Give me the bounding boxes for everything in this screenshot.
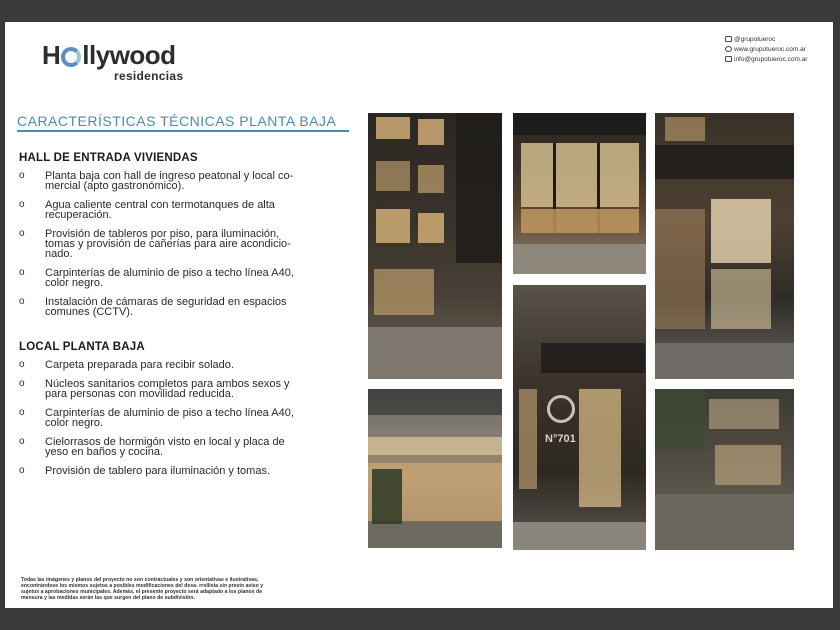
- contact-info: [725, 34, 825, 64]
- section-hall-entrada: [19, 152, 359, 326]
- photo-main-entrance: [513, 285, 646, 550]
- contact-email-text: info@grupotueroc.com.ar: [734, 55, 808, 63]
- bullet-marker: o: [19, 296, 25, 307]
- contact-instagram[interactable]: [725, 34, 825, 44]
- feature-text-line: nado.: [45, 248, 73, 260]
- feature-item: [19, 200, 359, 220]
- brochure-page: [5, 22, 833, 608]
- contact-instagram-text: @grupotueroc: [734, 35, 776, 43]
- feature-text-line: color negro.: [45, 417, 104, 429]
- building-logo-ring: [547, 395, 575, 423]
- bullet-marker: o: [19, 228, 25, 239]
- building-number-sign: N°701: [545, 433, 576, 445]
- legal-disclaimer: Todas las imágenes y planos del proyecto no son contractuales y son orientativas e ilustrativas, encontrándose los mismos sujetos a posibles modificaciones del desa- rrollista sin previo aviso y sujetos a aprobaciones municipales. Además, el presente proyecto será adaptado a los planos de mensura y las medidas serán las que surgen del plano de subdivisión.: [21, 577, 264, 601]
- feature-text-line: recuperación.: [45, 209, 112, 221]
- photo-aerial-street: [655, 389, 794, 550]
- logo-letter-h: H: [42, 40, 61, 70]
- feature-text-line: Agua caliente central con termotanques de alta: [45, 199, 275, 211]
- logo-subtitle: residencias: [114, 69, 184, 83]
- photo-building-facade: [368, 113, 502, 379]
- section-title: HALL DE ENTRADA VIVIENDAS: [19, 152, 198, 164]
- instagram-icon: [725, 36, 732, 42]
- feature-text-line: yeso en baños y cocina.: [45, 446, 164, 458]
- section-local-planta-baja: [19, 341, 359, 485]
- photo-cafe-storefront: [513, 113, 646, 274]
- bullet-marker: o: [19, 267, 25, 278]
- feature-item: [19, 408, 359, 428]
- feature-list: [19, 171, 359, 317]
- feature-text-line: Carpinterías de aluminio de piso a techo línea A40,: [45, 267, 294, 279]
- photo-corner-terrace: [655, 113, 794, 379]
- bullet-marker: o: [19, 407, 25, 418]
- feature-text-line: comunes (CCTV).: [45, 306, 134, 318]
- feature-item: [19, 297, 359, 317]
- logo-text-rest: llywood: [82, 40, 176, 70]
- bullet-marker: o: [19, 359, 25, 370]
- feature-text-line: Carpeta preparada para recibir solado.: [45, 359, 234, 371]
- contact-email[interactable]: [725, 54, 825, 64]
- mail-icon: [725, 56, 732, 62]
- feature-item: [19, 171, 359, 191]
- feature-list: [19, 360, 359, 476]
- feature-item: [19, 466, 359, 476]
- feature-item: [19, 379, 359, 399]
- feature-text-line: Cielorrasos de hormigón visto en local y placa de: [45, 436, 285, 448]
- feature-text-line: Provisión de tableros por piso, para iluminación,: [45, 228, 280, 240]
- feature-text-line: Carpinterías de aluminio de piso a techo línea A40,: [45, 407, 294, 419]
- logo-wordmark: [42, 40, 176, 71]
- bullet-marker: o: [19, 199, 25, 210]
- feature-text-line: tomas y provisión de cañerías para aire acondicio-: [45, 238, 291, 250]
- page-title: CARACTERÍSTICAS TÉCNICAS PLANTA BAJA: [17, 113, 337, 129]
- contact-website[interactable]: [725, 44, 825, 54]
- photo-ground-floor-restaurant: [368, 389, 502, 548]
- hollywood-logo: [42, 40, 192, 84]
- feature-item: [19, 360, 359, 370]
- bullet-marker: o: [19, 170, 25, 181]
- feature-text-line: Núcleos sanitarios completos para ambos sexos y: [45, 378, 290, 390]
- feature-text-line: Instalación de cámaras de seguridad en espacios: [45, 296, 287, 308]
- title-underline: [17, 130, 349, 132]
- logo-ring-icon: [61, 47, 81, 67]
- feature-text-line: mercial (apto gastronómico).: [45, 180, 185, 192]
- bullet-marker: o: [19, 465, 25, 476]
- feature-item: [19, 229, 359, 259]
- contact-website-text: www.grupotueroc.com.ar: [734, 45, 806, 53]
- feature-item: [19, 268, 359, 288]
- section-title: LOCAL PLANTA BAJA: [19, 341, 145, 353]
- feature-item: [19, 437, 359, 457]
- feature-text-line: Provisión de tablero para iluminación y tomas.: [45, 465, 271, 477]
- feature-text-line: para personas con movilidad reducida.: [45, 388, 234, 400]
- feature-text-line: color negro.: [45, 277, 104, 289]
- feature-text-line: Planta baja con hall de ingreso peatonal y local co-: [45, 170, 294, 182]
- bullet-marker: o: [19, 436, 25, 447]
- bullet-marker: o: [19, 378, 25, 389]
- globe-icon: [725, 46, 732, 52]
